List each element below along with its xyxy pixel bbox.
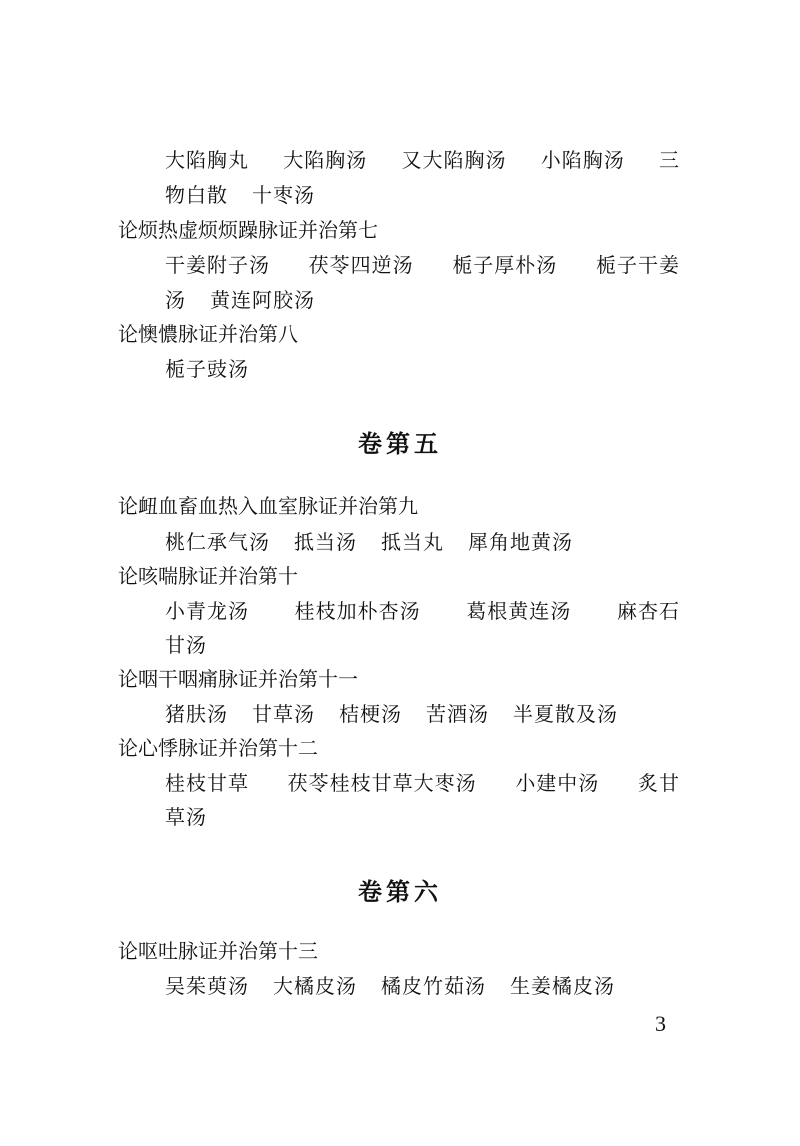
chapter-heading: 论烦热虚烦烦躁脉证并治第七 xyxy=(118,218,378,242)
chapter-heading: 论呕吐脉证并治第十三 xyxy=(118,939,318,963)
recipe-item: 小陷胸汤 xyxy=(540,148,625,172)
recipe-item: 栀子厚朴汤 xyxy=(452,253,558,277)
recipe-line xyxy=(165,631,231,659)
recipe-item: 甘汤 xyxy=(165,633,207,657)
recipe-line xyxy=(165,286,339,314)
recipe-item: 干姜附子汤 xyxy=(165,253,270,277)
recipe-item: 吴茱萸汤 xyxy=(165,974,249,998)
recipe-item: 十枣汤 xyxy=(252,183,315,207)
recipe-line xyxy=(165,528,597,556)
recipe-item: 草汤 xyxy=(165,805,207,829)
recipe-item: 生姜橘皮汤 xyxy=(510,974,615,998)
recipe-item: 橘皮竹茹汤 xyxy=(381,974,486,998)
recipe-item: 葛根黄连汤 xyxy=(466,599,572,623)
recipe-item: 猪肤汤 xyxy=(165,702,228,726)
chapter-heading: 论懊憹脉证并治第八 xyxy=(118,322,298,346)
recipe-item: 茯苓四逆汤 xyxy=(308,253,414,277)
recipe-line xyxy=(165,972,639,1000)
recipe-item: 小青龙汤 xyxy=(165,599,249,623)
recipe-item: 半夏散及汤 xyxy=(513,702,618,726)
recipe-line xyxy=(165,355,273,383)
chapter-heading: 论衄血畜血热入血室脉证并治第九 xyxy=(118,494,418,518)
recipe-item: 大橘皮汤 xyxy=(273,974,357,998)
recipe-item: 桂枝甘草 xyxy=(165,771,249,795)
recipe-item: 又大陷胸汤 xyxy=(401,148,507,172)
recipe-item: 桔梗汤 xyxy=(339,702,402,726)
recipe-item: 抵当汤 xyxy=(294,530,357,554)
chapter-heading: 论心悸脉证并治第十二 xyxy=(118,736,318,760)
recipe-item: 茯苓桂枝甘草大枣汤 xyxy=(287,771,477,795)
recipe-item: 大陷胸汤 xyxy=(283,148,368,172)
recipe-line xyxy=(165,146,680,174)
recipe-item: 黄连阿胶汤 xyxy=(210,288,315,312)
recipe-line xyxy=(165,181,339,209)
page-number: 3 xyxy=(655,1011,666,1036)
recipe-item: 苦酒汤 xyxy=(426,702,489,726)
recipe-line xyxy=(165,251,680,279)
recipe-item: 炙甘 xyxy=(637,771,680,795)
recipe-line xyxy=(165,769,680,797)
recipe-item: 犀角地黄汤 xyxy=(468,530,573,554)
recipe-item: 大陷胸丸 xyxy=(165,148,249,172)
volume-heading: 卷第六 xyxy=(358,877,442,906)
recipe-item: 物白散 xyxy=(165,183,228,207)
chapter-heading: 论咽干咽痛脉证并治第十一 xyxy=(118,667,358,691)
recipe-item: 甘草汤 xyxy=(252,702,315,726)
recipe-item: 栀子干姜 xyxy=(595,253,680,277)
recipe-item: 栀子豉汤 xyxy=(165,357,249,381)
recipe-item: 汤 xyxy=(165,288,186,312)
recipe-item: 桃仁承气汤 xyxy=(165,530,270,554)
volume-heading: 卷第五 xyxy=(358,429,442,458)
recipe-line xyxy=(165,597,680,625)
recipe-item: 三 xyxy=(659,148,680,172)
recipe-item: 小建中汤 xyxy=(515,771,600,795)
recipe-item: 抵当丸 xyxy=(381,530,444,554)
recipe-line xyxy=(165,803,231,831)
recipe-item: 桂枝加朴杏汤 xyxy=(294,599,421,623)
recipe-line xyxy=(165,700,642,728)
chapter-heading: 论咳喘脉证并治第十 xyxy=(118,564,298,588)
recipe-item: 麻杏石 xyxy=(616,599,680,623)
